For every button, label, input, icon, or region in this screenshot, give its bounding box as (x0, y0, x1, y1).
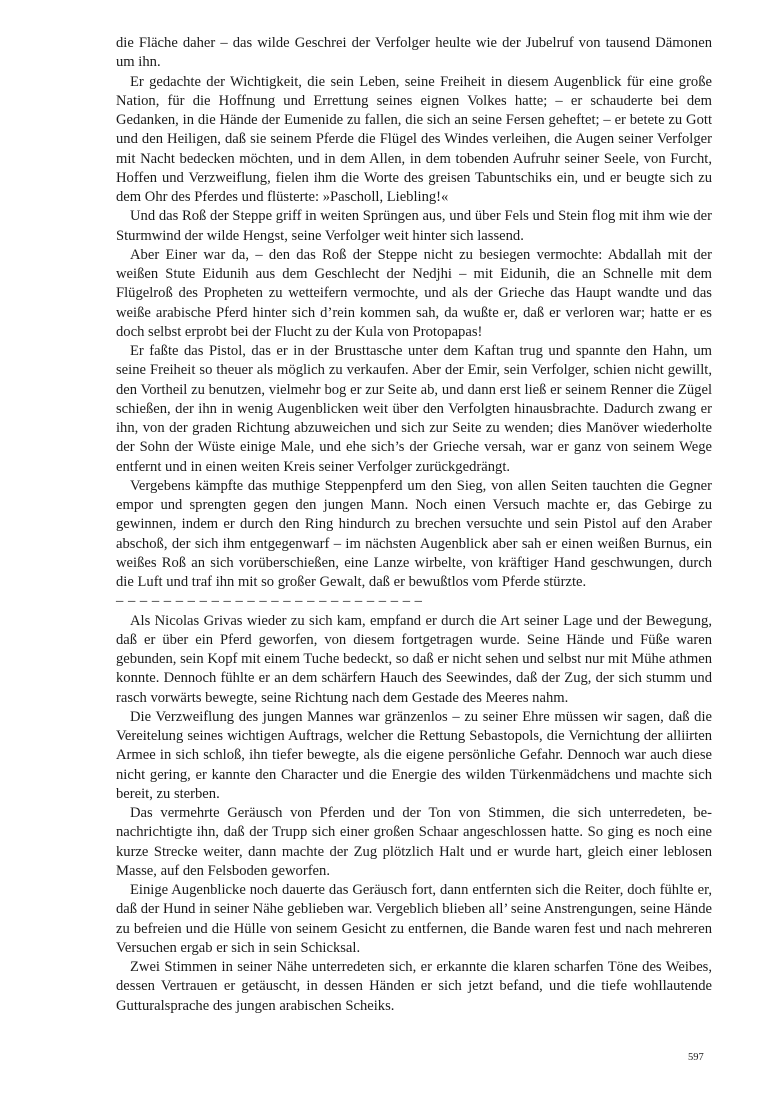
section-separator: – – – – – – – – – – – – – – – – – – – – – – – – – – (116, 593, 423, 610)
paragraph: Die Verzweiflung des jungen Mannes war gränzenlos – zu seiner Ehre müssen wir sagen, daß die Vereitelung seines wichtigen Auftrags, welcher die Rettung Sebastopols, die Vernichtung der alliirten Armee in sich schloß, ihn tiefer bewegte, als die eigene persönliche Gefahr. Dennoch war auch diese nicht gering, er kannte den Character und die Energie des wilden Türkenmädchens und machte sich bereit, zu sterben. (116, 708, 712, 802)
paragraph: Er gedachte der Wichtigkeit, die sein Leben, seine Freiheit in diesem Augenblick für eine große Nation, für die Hoffnung und Errettung seines eignen Volkes hatte; – er schauderte bei dem Gedanken, in die Hände der Eumenide zu fallen, die sich an seine Fersen geheftet; – er betete zu Gott und den Heiligen, daß sie seinem Pferde die Flügel des Windes verleihen, die Augen seiner Verfolger mit Nacht bedecken möchten, und in dem Allen, in dem tobenden Aufruhr seiner Seele, von Furcht, Hoffen und Verzweiflung, fielen ihm die Worte des greisen Tabuntschiks ein, und er beugte sich zu dem Ohr des Pferdes und flüsterte: »Pascholl, Liebling!« (116, 73, 712, 205)
page-body (116, 34, 712, 1016)
page-number: 597 (688, 1052, 704, 1063)
paragraph: Und das Roß der Steppe griff in weiten Sprüngen aus, und über Fels und Stein flog mit ihm wie der Sturmwind der wilde Hengst, seine Verfolger weit hinter sich lassend. (116, 208, 712, 244)
paragraph: Vergebens kämpfte das muthige Steppenpferd um den Sieg, von allen Seiten tauchten die Gegner empor und sprengten gegen den jungen Mann. Noch einen Versuch machte er, das Gebirge zu gewinnen, indem er durch den Ring hindurch zu brechen versuchte und sein Pistol auf den Araber abschoß, der sich ihm entgegenwarf – im nächsten Augenblick aber sah er einen weißen Burnus, ein weißes Roß an sich vorüberschießen, eine Lanze wirbelte, von kräftiger Hand geschwungen, durch die Luft und traf ihn mit so großer Gewalt, daß er bewußtlos vom Pferde stürzte. (116, 477, 712, 590)
paragraph: Aber Einer war da, – den das Roß der Steppe nicht zu besiegen vermochte: Abdallah mit der weißen Stute Eidunih aus dem Geschlecht der Nedjhi – mit Eidunih, die an Schnelle mit dem Flügelroß des Propheten zu wetteifern vermochte, und als der Grieche das Haupt wandte und das weiße arabische Pferd hinter sich d’rein kommen sah, da wußte er, daß er verloren war; hatte er es doch selbst erprobt bei der Flucht zu der Kula von Protopapas! (116, 246, 712, 340)
paragraph: Er faßte das Pistol, das er in der Brusttasche unter dem Kaftan trug und spannte den Hahn, um seine Freiheit so theuer als möglich zu verkaufen. Aber der Emir, sein Verfolger, schien nicht gewillt, den Vortheil zu benutzen, vielmehr bog er zur Seite ab, und dann erst ließ er seinem Renner die Zügel schießen, der ihn in wenig Augenblicken weit über den Verfolgten hinausbrachte. Dadurch zwang er ihn, von der graden Richtung abzuweichen und sich zur Seite zu wenden; dies Manöver wiederholte der Sohn der Wüste einige Male, und ehe sich’s der Grieche versah, war er ganz von seinem Wege entfernt und in einen weiten Kreis seiner Verfolger zurückgedrängt. (116, 343, 712, 475)
paragraph: die Fläche daher – das wilde Geschrei der Verfolger heulte wie der Jubelruf von tausend Dämonen um ihn. (116, 35, 712, 71)
paragraph: Zwei Stimmen in seiner Nähe unterredeten sich, er erkannte die klaren scharfen Töne des Weibes, dessen Vertrauen er getäuscht, in dessen Händen er sich jetzt befand, und die tiefe wohllautende Gutturalsprache des jungen arabischen Scheiks. (116, 959, 712, 1014)
paragraph: Das vermehrte Geräusch von Pferden und der Ton von Stimmen, die sich unterredeten, benachrichtigte ihn, daß der Trupp sich einer großen Schaar angeschlossen hatte. So ging es noch eine kurze Strecke weiter, dann machte der Zug plötzlich Halt und er wurde hart, gleich einer leblosen Masse, auf den Felsboden geworfen. (116, 805, 712, 879)
paragraph: Als Nicolas Grivas wieder zu sich kam, empfand er durch die Art seiner Lage und der Bewegung, daß er über ein Pferd geworfen, von diesem fortgetragen wurde. Seine Hände und Füße waren gebunden, sein Kopf mit einem Tuche bedeckt, so daß er nicht sehen und selbst nur mit Mühe athmen konnte. Dennoch fühlte er an dem schärfern Hauch des Seewindes, daß der Zug, der sich stumm und rasch vorwärts bewegte, seine Richtung nach dem Gestade des Meeres nahm. (116, 612, 712, 706)
paragraph: Einige Augenblicke noch dauerte das Geräusch fort, dann entfernten sich die Reiter, doch fühlte er, daß der Hund in seiner Nähe geblieben war. Vergeblich blieben all’ seine Anstrengungen, seine Hände zu befreien und die Hülle von seinem Gesicht zu entfernen, die Bande waren fest und nach mehreren Versuchen ergab er sich in sein Schicksal. (116, 882, 712, 956)
